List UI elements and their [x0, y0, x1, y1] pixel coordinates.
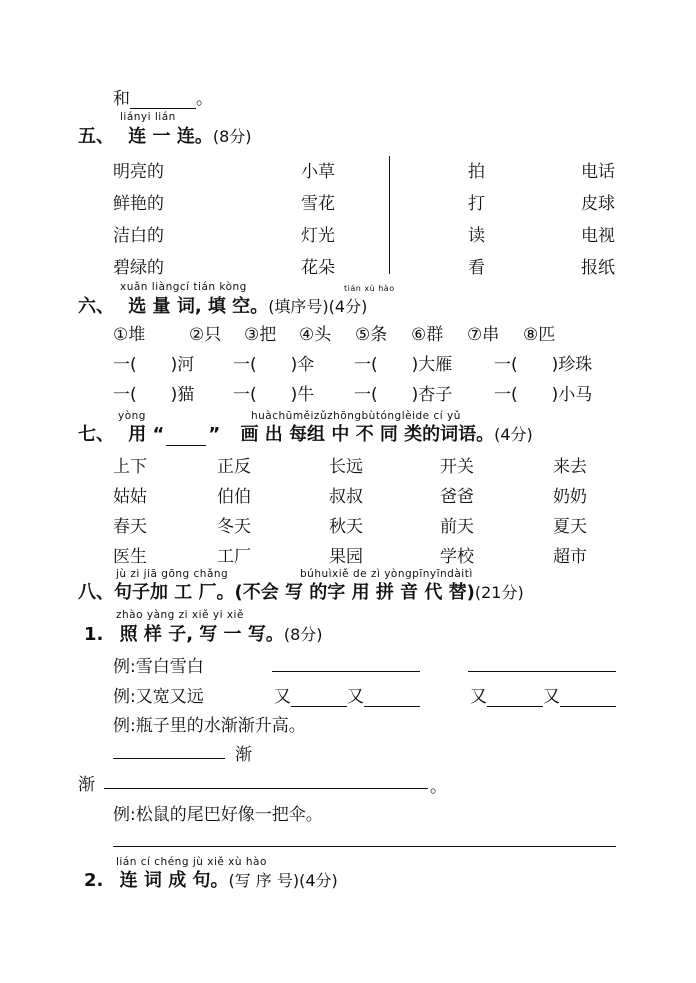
q1-title-end: 。 [265, 624, 284, 645]
option-item: ③把 [244, 325, 277, 345]
grid-cell[interactable]: 来去 [553, 457, 587, 477]
s5-right-col1 [468, 156, 485, 284]
s8-score: (21分) [474, 583, 524, 602]
grid-row [113, 512, 587, 542]
fill-post: )大雁 [411, 355, 453, 375]
top-line [113, 84, 213, 109]
top-line-end: 。 [196, 89, 213, 109]
fill-item [113, 350, 233, 375]
grid-cell[interactable]: 冬天 [217, 517, 251, 537]
q2-heading [84, 866, 338, 892]
list-item: 鲜艳的 [113, 194, 164, 214]
answer-line[interactable] [113, 758, 225, 759]
grid-cell[interactable]: 果园 [329, 547, 363, 567]
grid-cell[interactable]: 姑姑 [113, 487, 147, 507]
grid-row [113, 452, 587, 482]
you-char: 又 [347, 687, 364, 707]
option-item: ⑧匹 [523, 325, 556, 345]
answer-blank[interactable] [364, 690, 420, 707]
q1-example3: 例:瓶子里的水渐渐升高。 [113, 716, 306, 736]
q1-number: 1. [84, 624, 104, 645]
list-item: 看 [468, 258, 485, 278]
s7-number: 七、 [78, 424, 114, 445]
q1-pinyin: zhào yàng zi xiě yi xiě [116, 609, 244, 621]
grid-cell[interactable]: 医生 [113, 547, 147, 567]
q2-pinyin: lián cí chéng jù xiě xù hào [116, 856, 267, 868]
list-item: 碧绿的 [113, 258, 164, 278]
option-item: ①堆 [113, 325, 146, 345]
list-item: 电话 [581, 162, 615, 182]
q1-title: 照 样 子, 写 一 写 [119, 624, 266, 645]
s5-left-col2 [301, 156, 335, 284]
s7-pinyin-b: huàchūměizǔzhōngbùtónglèide cí yǔ [251, 410, 461, 422]
answer-line[interactable] [113, 846, 616, 847]
you-char: 又 [274, 687, 291, 707]
fill-post: )伞 [290, 355, 315, 375]
option-item: ④头 [299, 325, 332, 345]
list-item: 报纸 [581, 258, 615, 278]
fill-pre: 一( [113, 385, 137, 405]
top-line-text: 和 [113, 89, 130, 109]
q1-example4: 例:松鼠的尾巴好像一把伞。 [113, 805, 323, 825]
answer-line[interactable] [104, 788, 428, 789]
period: 。 [430, 777, 447, 797]
fill-pre: 一( [354, 385, 378, 405]
s6-title: 选 量 词, 填 空 [128, 296, 251, 317]
q2-title: 连 词 成 句 [119, 870, 211, 891]
s5-heading [78, 122, 252, 148]
answer-line[interactable] [272, 671, 420, 672]
fill-post: )牛 [290, 385, 315, 405]
underline-sample [166, 431, 206, 446]
list-item: 花朵 [301, 258, 335, 278]
list-item: 电视 [581, 226, 615, 246]
list-item: 小草 [301, 162, 335, 182]
fill-pre: 一( [233, 355, 257, 375]
s7-grid [113, 452, 587, 572]
option-item: ②只 [189, 325, 222, 345]
fill-post: )珍珠 [551, 355, 593, 375]
q2-score: (写 序 号)(4分) [228, 871, 338, 890]
s8-title: 句子加 工 厂 [114, 582, 217, 603]
fill-pre: 一( [494, 355, 518, 375]
s6-pinyin-small: tián xù hào [344, 284, 395, 293]
q1-example1: 例:雪白雪白 [113, 657, 204, 677]
fill-item [113, 380, 233, 405]
s7-title-c: 画 出 每组 中 不 同 类的词语 [240, 424, 477, 445]
s8-pinyin: jù zi jiā gōng chǎng [116, 568, 229, 580]
s6-pinyin: xuǎn liàngcí tián kòng [120, 281, 247, 293]
answer-blank[interactable] [560, 690, 616, 707]
s5-title: 连 一 连 [128, 126, 195, 147]
s8-title-b: (不会 写 的字 用 拼 音 代 替) [234, 582, 475, 603]
s6-title-end: 。 [250, 296, 269, 317]
grid-cell[interactable]: 爸爸 [440, 487, 474, 507]
fill-item [494, 355, 592, 375]
option-item: ⑦串 [467, 325, 500, 345]
fill-item [494, 385, 592, 405]
s7-title-b: ” [208, 424, 221, 445]
s5-title-end: 。 [194, 126, 213, 147]
grid-cell[interactable]: 上下 [113, 457, 147, 477]
s8-heading [78, 578, 524, 604]
grid-cell[interactable]: 秋天 [329, 517, 363, 537]
list-item: 灯光 [301, 226, 335, 246]
s6-score: (填序号)(4分) [268, 297, 368, 316]
list-item: 读 [468, 226, 485, 246]
s7-heading [78, 420, 533, 446]
grid-cell[interactable]: 前天 [440, 517, 474, 537]
q2-number: 2. [84, 870, 104, 891]
s6-number: 六、 [78, 296, 114, 317]
grid-cell[interactable]: 长远 [329, 457, 363, 477]
grid-cell[interactable]: 学校 [440, 547, 474, 567]
grid-cell[interactable]: 叔叔 [329, 487, 363, 507]
fill-item [354, 350, 494, 375]
fill-post: )猫 [170, 385, 195, 405]
grid-cell[interactable]: 奶奶 [553, 487, 587, 507]
grid-cell[interactable]: 超市 [553, 547, 587, 567]
list-item: 雪花 [301, 194, 335, 214]
grid-cell[interactable]: 开关 [440, 457, 474, 477]
s5-left-col1 [113, 156, 164, 284]
s6-options [113, 320, 571, 345]
answer-line[interactable] [468, 671, 616, 672]
grid-cell[interactable]: 伯伯 [217, 487, 251, 507]
list-item: 皮球 [581, 194, 615, 214]
fill-item [233, 380, 354, 405]
answer-blank[interactable] [130, 94, 196, 109]
fill-post: )河 [170, 355, 195, 375]
grid-cell[interactable]: 工厂 [217, 547, 251, 567]
s7-title-a: 用 “ [128, 424, 165, 445]
answer-blank[interactable] [487, 690, 543, 707]
list-item: 洁白的 [113, 226, 164, 246]
s7-pinyin-a: yòng [118, 410, 146, 422]
s8-number: 八、 [78, 582, 114, 603]
fill-pre: 一( [354, 355, 378, 375]
s7-score: (4分) [494, 425, 533, 444]
fill-pre: 一( [233, 385, 257, 405]
s8-title-end: 。 [216, 582, 235, 603]
fill-post: )杏子 [411, 385, 453, 405]
option-item: ⑤条 [355, 325, 388, 345]
column-divider [389, 156, 390, 274]
fill-item [354, 380, 494, 405]
list-item: 明亮的 [113, 162, 164, 182]
q1-score: (8分) [283, 625, 323, 644]
s6-heading [78, 292, 367, 318]
s5-pinyin: liányi lián [120, 111, 176, 123]
s5-right-col2 [581, 156, 615, 284]
fill-post: )小马 [551, 385, 593, 405]
option-item: ⑥群 [411, 325, 444, 345]
fill-pre: 一( [113, 355, 137, 375]
q1-you-group2 [470, 682, 616, 707]
grid-cell[interactable]: 正反 [217, 457, 251, 477]
grid-row [113, 482, 587, 512]
q2-title-end: 。 [210, 870, 229, 891]
s7-title-end: 。 [476, 424, 495, 445]
grid-cell[interactable]: 夏天 [553, 517, 587, 537]
s6-row2 [113, 380, 592, 405]
grid-cell[interactable]: 春天 [113, 517, 147, 537]
q1-example2: 例:又宽又远 [113, 687, 204, 707]
you-char: 又 [543, 687, 560, 707]
fill-item [233, 350, 354, 375]
s5-score: (8分) [212, 127, 252, 146]
jian-char-2: 渐 [78, 775, 95, 795]
s8-pinyin-b: búhuìxiě de zì yòngpīnyīndàitì [300, 568, 473, 580]
list-item: 打 [468, 194, 485, 214]
fill-pre: 一( [494, 385, 518, 405]
you-char: 又 [470, 687, 487, 707]
list-item: 拍 [468, 162, 485, 182]
s5-number: 五、 [78, 126, 114, 147]
q1-you-group1 [274, 682, 420, 707]
answer-blank[interactable] [291, 690, 347, 707]
jian-char: 渐 [235, 745, 252, 765]
s6-row1 [113, 350, 592, 375]
q1-heading [84, 620, 323, 646]
